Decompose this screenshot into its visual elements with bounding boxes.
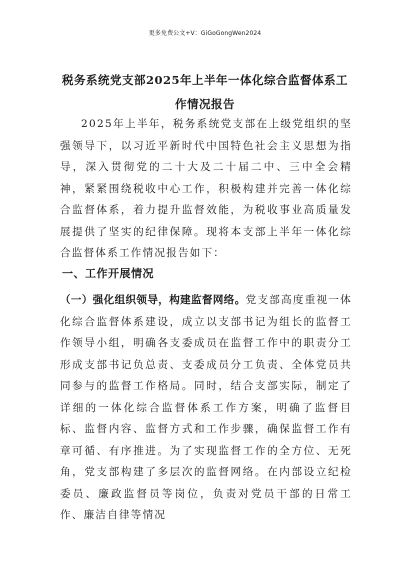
intro-paragraph: 2025年上半年，税务系统党支部在上级党组织的坚强领导下，以习近平新时代中国特色社会主义思想为指导，深入贯彻党的二十大及二十届二中、三中全会精神，紧紧围绕税收中心工作，积极构建并完善一体化综合监督体系，着力提升监督效能，为税收事业高质量发展提供了坚实的纪律保障。现将本支部上半年一体化综合监督体系工作情况报告如下： — [60, 118, 352, 259]
subsection-text: 党支部高度重视一体化综合监督体系建设，成立以支部书记为组长的监督工作领导小组，明确各支委成员在监督工作中的职责分工形成支部书记负总责、支委成员分工负责、全体党员共同参与的监督工作格局。同时，结合支部实际，制定了详细的一体化综合监督体系工作方案，明确了监督目标、监督内容、监督方式和工作步骤，确保监督工作有章可循、有序推进。为了实现监督工作的全方位、无死角，党支部构建了多层次的监督网络。在内部设立纪检委员、廉政监督员等岗位，负责对党员干部的日常工作、廉洁自律等情况 — [60, 294, 352, 521]
document-title: 税务系统党支部2025年上半年一体化综合监督体系工作情况报告 — [61, 73, 348, 111]
body-paragraph — [60, 290, 352, 527]
header-note: 更多免费公文+V：GiGoGongWen2024 — [148, 30, 262, 37]
section-heading: 一、工作开展情况 — [62, 267, 154, 280]
subsection-heading: （一）强化组织领导，构建监督网络。 — [60, 294, 246, 306]
